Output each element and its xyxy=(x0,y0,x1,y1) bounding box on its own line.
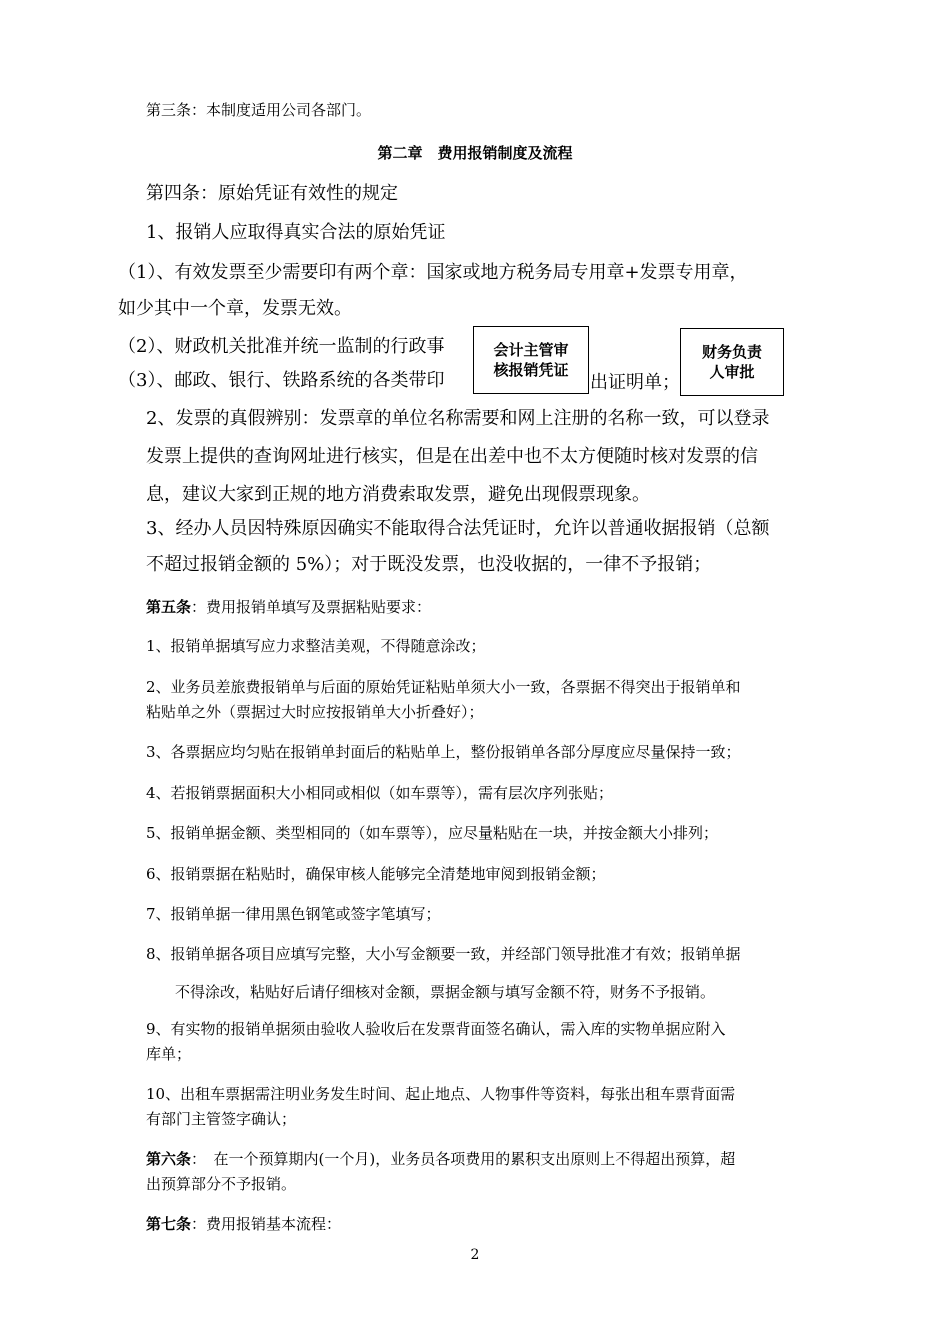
article-5-heading xyxy=(146,597,431,617)
article-5-item: 7、报销单据一律用黑色钢笔或签字笔填写； xyxy=(146,905,441,923)
article-5-item: 不得涂改，粘贴好后请仔细核对金额，票据金额与填写金额不符，财务不予报销。 xyxy=(175,983,716,1001)
flow-box-accounting-review xyxy=(473,326,589,394)
article-4-sub-2: （2）、财政机关批准并统一监制的行政事 xyxy=(118,336,445,357)
article-5-item: 3、各票据应均匀贴在报销单封面后的粘贴单上，整份报销单各部分厚度应尽量保持一致； xyxy=(146,743,741,761)
article-5-item: 库单； xyxy=(146,1045,192,1063)
article-4-item-2-line-1: 2、发票的真假辨别：发票章的单位名称需要和网上注册的名称一致，可以登录 xyxy=(146,408,770,429)
article-5-item: 10、出租车票据需注明业务发生时间、起止地点、人物事件等资料，每张出租车票背面需 xyxy=(146,1085,736,1103)
flow-box-finance-approval xyxy=(680,328,784,396)
article-5-item: 粘贴单之外（票据过大时应按报销单大小折叠好）； xyxy=(146,703,484,721)
article-4-sub-1-line-2: 如少其中一个章，发票无效。 xyxy=(118,298,352,319)
article-4-item-2-line-2: 发票上提供的查询网址进行核实，但是在出差中也不太方便随时核对发票的信 xyxy=(146,446,758,467)
article-5-item: 1、报销单据填写应力求整洁美观，不得随意涂改； xyxy=(146,637,486,655)
article-4-sub-1-line-1: （1）、有效发票至少需要印有两个章：国家或地方税务局专用章+发票专用章， xyxy=(118,262,748,283)
flow-box-2-line-1: 财务负责 xyxy=(701,343,762,361)
chapter-2-title: 第二章 费用报销制度及流程 xyxy=(377,144,573,162)
article-6-line-2: 出预算部分不予报销。 xyxy=(146,1175,297,1193)
article-5-item: 2、业务员差旅费报销单与后面的原始凭证粘贴单须大小一致，各票据不得突出于报销单和 xyxy=(146,678,741,696)
article-5-item: 5、报销单据金额、类型相同的（如车票等），应尽量粘贴在一块，并按金额大小排列； xyxy=(146,824,719,842)
article-6-label: 第六条 xyxy=(146,1150,192,1168)
article-3: 第三条：本制度适用公司各部门。 xyxy=(146,101,372,119)
article-4-item-2-line-3: 息，建议大家到正规的地方消费索取发票，避免出现假票现象。 xyxy=(146,484,650,505)
article-5-item: 有部门主管签字确认； xyxy=(146,1110,297,1128)
article-4-sub-3-part-a: （3）、邮政、银行、铁路系统的各类带印 xyxy=(118,370,445,391)
article-5-item: 6、报销票据在粘贴时，确保审核人能够完全清楚地审阅到报销金额； xyxy=(146,865,606,883)
page-number: 2 xyxy=(470,1247,480,1263)
flow-box-1-line-2: 核报销凭证 xyxy=(493,361,569,379)
article-5-text: ：费用报销单填写及票据粘贴要求： xyxy=(191,598,432,616)
article-6-heading xyxy=(146,1149,735,1169)
article-5-item: 4、若报销票据面积大小相同或相似（如车票等），需有层次序列张贴； xyxy=(146,784,614,802)
article-4-item-3-line-2: 不超过报销金额的 5%）；对于既没发票，也没收据的，一律不予报销； xyxy=(146,554,712,575)
flow-box-1-line-1: 会计主管审 xyxy=(493,341,569,359)
article-4-item-3-line-1: 3、经办人员因特殊原因确实不能取得合法凭证时，允许以普通收据报销（总额 xyxy=(146,518,770,539)
article-4-title: 第四条：原始凭证有效性的规定 xyxy=(146,183,398,204)
article-5-item: 9、有实物的报销单据须由验收人验收后在发票背面签名确认，需入库的实物单据应附入 xyxy=(146,1020,726,1038)
flow-box-2-line-2: 人审批 xyxy=(709,363,755,381)
article-5-item: 8、报销单据各项目应填写完整，大小写金额要一致，并经部门领导批准才有效；报销单据 xyxy=(146,945,741,963)
article-4-sub-3-part-b: 出证明单； xyxy=(590,372,680,393)
article-6-text: ： 在一个预算期内(一个月)，业务员各项费用的累积支出原则上不得超出预算，超 xyxy=(191,1150,736,1168)
article-7-label: 第七条 xyxy=(146,1215,192,1233)
article-7-heading xyxy=(146,1214,341,1234)
article-7-text: ：费用报销基本流程： xyxy=(191,1215,342,1233)
article-5-label: 第五条 xyxy=(146,598,192,616)
article-4-item-1: 1、报销人应取得真实合法的原始凭证 xyxy=(146,222,446,243)
